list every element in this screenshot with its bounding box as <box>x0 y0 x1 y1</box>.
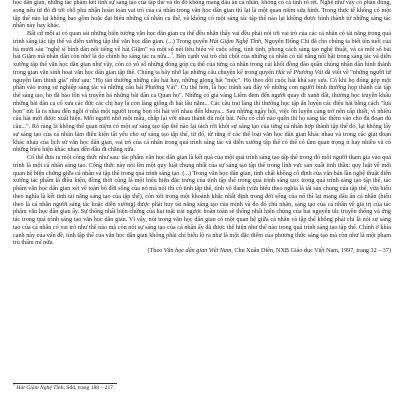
paragraph-2-part-d: . Bên cạnh vai trò chủ chốt của những cá nhân có tài năng nổi bật trong sáng tác và diễn xướng tập thể văn học dân gian như vậy, còn có vô số những đóng góp cụ thể của từng cá nhân trong cái khối đồng đảo quần chúng nhân dân hình thành trong gian văn sinh hoạt văn học dân gian tập thể. Chúng ta hãy nhớ lại những câu chuyện kể trong quyển <box>13 54 391 76</box>
book-title-phuong-vai: Hát về Phương Vải <box>275 69 324 76</box>
paragraph-3: Có thể đưa ra một công thức như sau: tác phẩm văn học dân gian là kết quả của một quá trình sáng tạo tập thể trong đó mỗi người tham gia vào quá trình là một cá nhân sáng tạo. Công thức này nói lên một quy luật chung nhất của sự sáng tạo tập thể trong lĩnh vực sản xuất tinh thần: quy luật về mối quan hệ biện chứng giữa cá nhân và tập thể trong quá trình sáng tạo. (...) Trong văn học dân gian, tính chất không cố định của văn bản lần nghệ thuật diễn xướng tác phẩm là điều kiện, đồng thời cũng là một biểu hiện đặc trưng của tính tập thể trong quá trình sáng tạo: trong quá trình sáng tạo tập thể, tác phẩm văn học dân gian xét về toàn bộ đời sống của nó mà nói thì có tính tập thể, tính vô danh (vừa hiểu theo nghĩa là tài sản chung của tập thể, vừa hiểu theo nghĩa là kết tinh tài năng sáng tạo của tập thể), còn xét trong một khoảnh khắc nhất định trong đời sống của nó thì lại mang dấu ấn cá nhân (hiểu theo là cá nhân người sáng tác hoặc diễn xướng) được phát huy tài năng sáng tạo của mình và do đó chủ nhân, sáng tạo của cá nhân về giá trị của tác phẩm văn học dân gian ấy. Sự thống nhất biện chứng của hai mặt trái ngược hoàn toàn sẽ thống nhất hiện chúng của hai nguyên tắc truyền thống và ứng tác trong quá trình sáng tạo văn học dân gian. Vì vậy, nói trong văn học dân gian có một quan hệ giữa cá nhân và tập thể không phải chỉ là nói sự sáng tạo của cá nhân có vai trò như thế nào mà còn nói sự sáng tạo của cá nhân ấy đã được thể hiện như thế nào trong quá trình sáng tạo tập thể. Chính ở khía cạnh này của vấn đề, tính tập thể của văn học dân gian không phải chỉ biểu lộ ra như là một đặc điểm của phương thức sáng tạo mà còn như là một phạm trù thẩm mĩ nữa. <box>13 155 391 247</box>
source-open: (Theo <box>147 248 164 255</box>
paragraph-2 <box>13 31 391 155</box>
footnote <box>13 382 383 392</box>
footnote-details: , Sđd, trang 188 – 217. <box>63 385 115 391</box>
source-citation <box>13 248 391 256</box>
footnote-divider <box>13 383 117 384</box>
footnote-marker[interactable]: 1 <box>170 51 173 57</box>
paragraph-1: học dân gian, những tác phẩm kết tinh sự sáng tạo của tập thể và do đó không mang dấu ấn cá nhân, không có cá tính rõ rệt. Nghệ như vậy có phần đúng, song nếu từ đó đi tới chỗ phủ nhận hoàn toàn vai trò của cá nhân trong văn học dân gian thì lại là một quan niệm sửa hình. Trong thực tế không có một tập thể nào lại không bao gồm hoặc đại biểu những cá nhân cụ thể, và không có một sáng tác tập thể nào lại không được hình thành từ những sáng tác nhân này hay khác. <box>13 0 391 30</box>
footnote-number: 1 <box>13 382 15 388</box>
paragraph-2-part-c: , Nguyễn Đổng Chi đã cho chúng ta biết tên tuổi của bà mười sáu "nghệ sĩ bình dân nổi tiếng về hát Giặm" và một số nét tiêu biểu về cuộc sống, tính tình, phong cách sáng tạo nghệ thuật, và cả một số bài hát Giặm mà nhân dân còn nhớ là do chính họ sáng tác ra nữa... <box>13 38 391 61</box>
source-book-title: Văn học dân gian Việt Nam <box>163 248 232 255</box>
source-details: , Chu Xuân Diên, NXB Giáo dục Việt Nam, 1997, trang 32 – 37) <box>231 248 391 255</box>
paragraph-2-part-a: Bất cứ một ai có quan sát những hiện tượng văn học dân gian cụ thể đều nhận thấy vai đều phải nói tới vai trò của các cá nhân có tài năng trong quá trình sáng tác tập thể và diễn xướng tập thể văn học dân gian. (...) Trong quyển <box>13 31 391 45</box>
footnote-book-title: Hát Giặm Nghệ Tĩnh <box>16 385 64 391</box>
book-title-hat-giam: Hát Giặm Nghệ Tĩnh <box>209 38 262 45</box>
document-page <box>13 0 391 400</box>
paragraph-2-part-f: đã viết về "những người từ nguyện làm thinh giả" như sau: "Họ tán thưởng những câu hát hay, những giọng hát "mộc". Họ theo dõi cuộc hát khá say sưa. Có khi họ đóng góp một phần vào trong sự nghiệp sáng tác và những câu hát Phường Vải". Cụ thể hơn, là học tránh sau đây về những con người bình thường họp thành cái tập thể sáng tạo, họ đã bảo tồn và truyền bá những bài dân ca Quan họ". Những có giá vàng Liêm đem đến người quay đi xanh đất, thường học truyền khâu những bài dân ca cổ xưa các đức các chị hay là con làng giống đi hát lâu năm... Các câu trai làng thì thường học tập ấn luyện các điệu hát bằng cách "lựa bọn" tức là ra nhau đến ngồi ở nhà một người trong bọn rồi hát với nhau đến khuya... Sau những ngày hội, việc ôn luyện càng trở nên cấp thiết, vì nhiều câu hát mới được xuất hiện. Mỗi người nhớ một mẫu, chắp lại với nhau thành đủ một bài. Nếu có chỗ nào quên thì họ sáng tác thêm vào cho đủ đoạn đủ câu...". Rõ ràng là không thể quan niệm có một sự sáng tạo tập thể nào lại tách rời khỏi sự sáng tạo của từng cá nhân hợp thành tập thể đó, lại không lấy sự sáng tạo của cá nhân làm điều kiện tất yếu cho sự sáng tạo tập thể, từ đó, từ rằng ở các thể loại văn học dân gian khác nhau và trong các giai đoạn khác nhau của lịch sử văn học dân gian, vai trò của cá nhân trong quá trình sáng tác và diễn xướng tập thể có thể có tầm quan trọng ít hay nhiều và có những biểu hiện khác nhau đến đâu đi chăng nữa. <box>13 69 391 154</box>
